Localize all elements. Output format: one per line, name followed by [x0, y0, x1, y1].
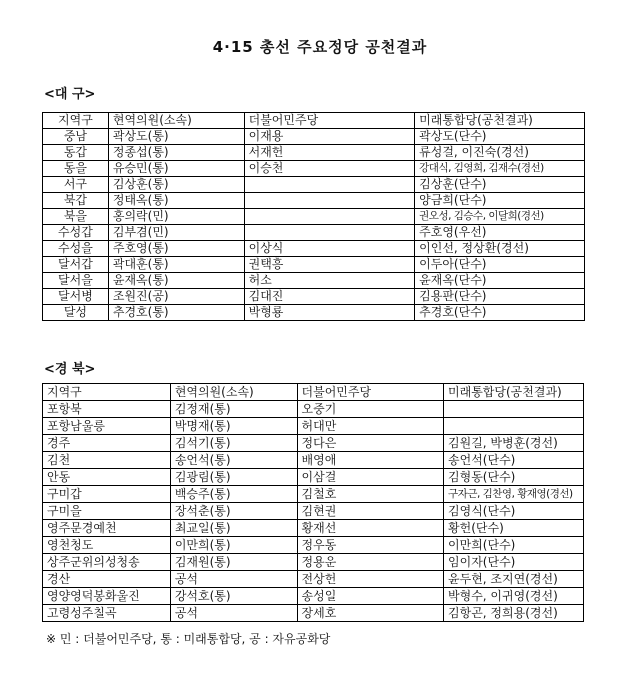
table-cell: 곽상도(통) [108, 129, 244, 145]
table-header-row [43, 384, 584, 401]
table-cell: 안동 [43, 469, 171, 486]
column-header: 더불어민주당 [244, 113, 415, 129]
table-cell: 정용운 [297, 554, 444, 571]
table-row [43, 177, 585, 193]
table-cell: 백승주(통) [170, 486, 297, 503]
table-cell: 달성 [43, 305, 109, 321]
table-cell: 추경호(통) [108, 305, 244, 321]
table-cell: 윤두현, 조지연(경선) [444, 571, 584, 588]
table-row [43, 257, 585, 273]
column-header: 미래통합당(공천결과) [415, 113, 585, 129]
table-cell: 박형수, 이귀영(경선) [444, 588, 584, 605]
column-header: 현역의원(소속) [108, 113, 244, 129]
table-cell: 박형룡 [244, 305, 415, 321]
table-cell: 동을 [43, 161, 109, 177]
table-cell: 권택흥 [244, 257, 415, 273]
table-cell: 영천청도 [43, 537, 171, 554]
footnote: ※ 민 : 더불어민주당, 통 : 미래통합당, 공 : 자유공화당 [46, 632, 331, 646]
table-cell: 추경호(단수) [415, 305, 585, 321]
table-cell: 김광림(통) [170, 469, 297, 486]
table-cell: 윤재옥(단수) [415, 273, 585, 289]
table-cell: 윤재옥(통) [108, 273, 244, 289]
table-cell: 달서갑 [43, 257, 109, 273]
table-cell: 달서병 [43, 289, 109, 305]
table-cell: 황헌(단수) [444, 520, 584, 537]
table-cell: 김대진 [244, 289, 415, 305]
table-cell: 배영애 [297, 452, 444, 469]
table-cell: 조원진(공) [108, 289, 244, 305]
table-cell: 허대만 [297, 418, 444, 435]
table-cell: 이삼걸 [297, 469, 444, 486]
table-row [43, 289, 585, 305]
table-cell: 장세호 [297, 605, 444, 622]
table-row [43, 469, 584, 486]
table-cell: 김현권 [297, 503, 444, 520]
section-heading-daegu: <대 구> [44, 87, 96, 102]
table-cell: 장석춘(통) [170, 503, 297, 520]
table-cell: 정태옥(통) [108, 193, 244, 209]
table-cell: 이상식 [244, 241, 415, 257]
table-cell: 김철호 [297, 486, 444, 503]
table-row [43, 129, 585, 145]
table-cell: 김원길, 박병훈(경선) [444, 435, 584, 452]
table-cell: 수성을 [43, 241, 109, 257]
table-cell: 류성걸, 이진숙(경선) [415, 145, 585, 161]
page-title: 4·15 총선 주요정당 공천결과 [212, 38, 428, 56]
column-header: 더불어민주당 [297, 384, 444, 401]
section-heading-gyeongbuk: <경 북> [44, 362, 96, 377]
table-cell: 강석호(통) [170, 588, 297, 605]
table-cell: 허소 [244, 273, 415, 289]
table-cell: 이재용 [244, 129, 415, 145]
table-row [43, 554, 584, 571]
table-row [43, 520, 584, 537]
table-cell [244, 177, 415, 193]
table-cell: 포항남울릉 [43, 418, 171, 435]
table-cell: 정종섭(통) [108, 145, 244, 161]
table-cell: 북을 [43, 209, 109, 225]
table-cell: 경산 [43, 571, 171, 588]
table-cell: 김석기(통) [170, 435, 297, 452]
table-cell: 이인선, 정상환(경선) [415, 241, 585, 257]
table-row [43, 401, 584, 418]
table-row [43, 588, 584, 605]
table-cell: 중남 [43, 129, 109, 145]
table-cell: 김영식(단수) [444, 503, 584, 520]
table-row [43, 435, 584, 452]
table-cell: 임이자(단수) [444, 554, 584, 571]
table-cell: 김형동(단수) [444, 469, 584, 486]
table-row [43, 571, 584, 588]
table-cell: 이만희(단수) [444, 537, 584, 554]
table-cell: 구자근, 김찬영, 황재영(경선) [444, 486, 584, 503]
table-cell: 곽대훈(통) [108, 257, 244, 273]
table-cell: 이승천 [244, 161, 415, 177]
table-cell [244, 225, 415, 241]
table-cell: 박명재(통) [170, 418, 297, 435]
table-cell: 상주군위의성청송 [43, 554, 171, 571]
table-cell: 공석 [170, 571, 297, 588]
table-row [43, 503, 584, 520]
table-cell [444, 401, 584, 418]
column-header: 현역의원(소속) [170, 384, 297, 401]
table-cell: 오중기 [297, 401, 444, 418]
gyeongbuk-table [42, 383, 584, 622]
table-cell: 김정재(통) [170, 401, 297, 418]
table-cell: 고령성주칠곡 [43, 605, 171, 622]
table-cell: 김부겸(민) [108, 225, 244, 241]
table-cell: 김재원(통) [170, 554, 297, 571]
table-row [43, 486, 584, 503]
table-cell: 서재헌 [244, 145, 415, 161]
table-cell: 포항북 [43, 401, 171, 418]
table-cell: 김천 [43, 452, 171, 469]
table-cell [244, 209, 415, 225]
table-cell: 송성일 [297, 588, 444, 605]
table-cell [244, 193, 415, 209]
table-cell: 김항곤, 정희용(경선) [444, 605, 584, 622]
table-row [43, 537, 584, 554]
table-cell: 구미을 [43, 503, 171, 520]
table-cell: 경주 [43, 435, 171, 452]
table-cell: 이두아(단수) [415, 257, 585, 273]
table-cell: 서구 [43, 177, 109, 193]
table-cell: 공석 [170, 605, 297, 622]
column-header: 지역구 [43, 384, 171, 401]
table-row [43, 418, 584, 435]
table-cell: 수성갑 [43, 225, 109, 241]
table-cell: 양금희(단수) [415, 193, 585, 209]
table-cell: 황재선 [297, 520, 444, 537]
table-cell: 정우동 [297, 537, 444, 554]
table-cell: 김상훈(통) [108, 177, 244, 193]
table-cell: 영양영덕봉화울진 [43, 588, 171, 605]
table-cell: 강대식, 김영희, 김재수(경선) [415, 161, 585, 177]
table-header-row [43, 113, 585, 129]
table-row [43, 305, 585, 321]
table-cell: 달서을 [43, 273, 109, 289]
table-cell: 전상헌 [297, 571, 444, 588]
table-cell: 구미갑 [43, 486, 171, 503]
table-row [43, 273, 585, 289]
column-header: 미래통합당(공천결과) [444, 384, 584, 401]
table-row [43, 145, 585, 161]
table-cell: 유승민(통) [108, 161, 244, 177]
table-cell: 홍의락(민) [108, 209, 244, 225]
table-row [43, 193, 585, 209]
table-cell: 송언석(통) [170, 452, 297, 469]
daegu-table [42, 112, 585, 321]
table-cell: 이만희(통) [170, 537, 297, 554]
table-cell: 정다은 [297, 435, 444, 452]
table-cell [444, 418, 584, 435]
table-cell: 영주문경예천 [43, 520, 171, 537]
table-cell: 송언석(단수) [444, 452, 584, 469]
table-cell: 최교일(통) [170, 520, 297, 537]
table-cell: 권오성, 김승수, 이달희(경선) [415, 209, 585, 225]
table-row [43, 161, 585, 177]
table-row [43, 225, 585, 241]
table-cell: 주호영(통) [108, 241, 244, 257]
table-cell: 김상훈(단수) [415, 177, 585, 193]
table-cell: 곽상도(단수) [415, 129, 585, 145]
table-cell: 북갑 [43, 193, 109, 209]
table-row [43, 209, 585, 225]
column-header: 지역구 [43, 113, 109, 129]
table-cell: 김용판(단수) [415, 289, 585, 305]
table-row [43, 605, 584, 622]
table-row [43, 452, 584, 469]
table-cell: 주호영(우선) [415, 225, 585, 241]
table-cell: 동갑 [43, 145, 109, 161]
table-row [43, 241, 585, 257]
